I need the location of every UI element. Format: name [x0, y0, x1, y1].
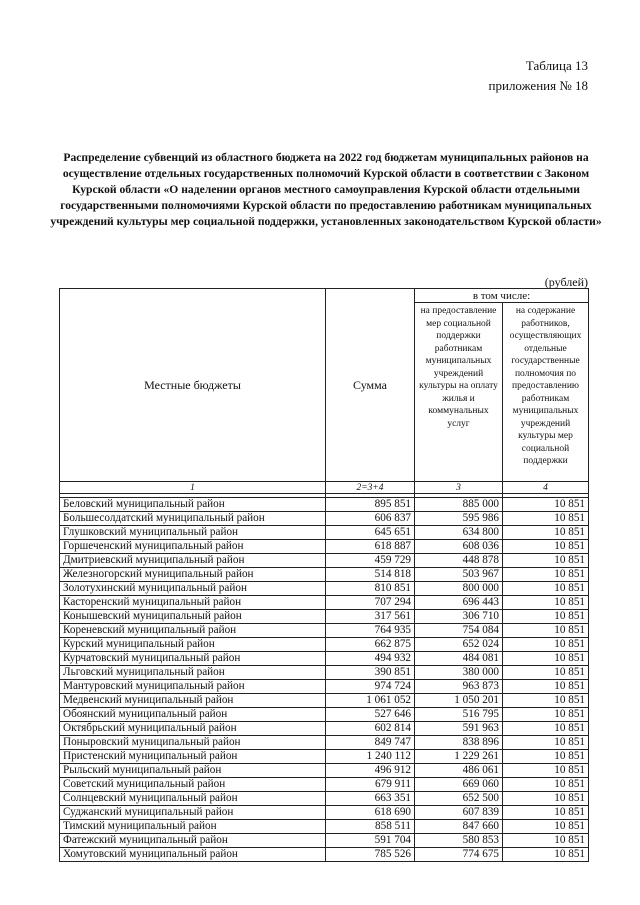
table-row — [60, 512, 589, 526]
staff-maintenance-amount: 10 851 — [503, 694, 589, 708]
total-sum: 527 646 — [326, 708, 415, 722]
social-support-amount: 608 036 — [415, 540, 503, 554]
social-support-amount: 591 963 — [415, 722, 503, 736]
district-name: Железногорский муниципальный район — [60, 568, 326, 582]
table-row — [60, 694, 589, 708]
social-support-amount: 1 229 261 — [415, 750, 503, 764]
table-row — [60, 582, 589, 596]
staff-maintenance-amount: 10 851 — [503, 666, 589, 680]
total-sum: 785 526 — [326, 848, 415, 862]
table-row — [60, 820, 589, 834]
staff-maintenance-amount: 10 851 — [503, 554, 589, 568]
district-name: Курский муниципальный район — [60, 638, 326, 652]
district-name: Беловский муниципальный район — [60, 498, 326, 512]
table-row — [60, 596, 589, 610]
district-name: Конышевский муниципальный район — [60, 610, 326, 624]
staff-maintenance-amount: 10 851 — [503, 652, 589, 666]
header-local-budgets: Местные бюджеты — [60, 289, 326, 482]
district-name: Глушковский муниципальный район — [60, 526, 326, 540]
table-row — [60, 736, 589, 750]
table-row — [60, 680, 589, 694]
total-sum: 764 935 — [326, 624, 415, 638]
units-label: (рублей) — [544, 275, 588, 289]
district-name: Рыльский муниципальный район — [60, 764, 326, 778]
district-name: Мантуровский муниципальный район — [60, 680, 326, 694]
social-support-amount: 484 081 — [415, 652, 503, 666]
total-sum: 707 294 — [326, 596, 415, 610]
staff-maintenance-amount: 10 851 — [503, 680, 589, 694]
column-number: 2=3+4 — [326, 482, 415, 494]
district-name: Льговский муниципальный район — [60, 666, 326, 680]
total-sum: 317 561 — [326, 610, 415, 624]
district-name: Тимский муниципальный район — [60, 820, 326, 834]
district-name: Солнцевский муниципальный район — [60, 792, 326, 806]
district-name: Октябрьский муниципальный район — [60, 722, 326, 736]
header-social-support: на предоставление мер социальной поддержки работникам муниципальных учреждений культуры на оплату жилья и коммунальных услуг — [415, 303, 503, 482]
total-sum: 1 240 112 — [326, 750, 415, 764]
table-row — [60, 554, 589, 568]
table-row — [60, 722, 589, 736]
social-support-amount: 754 084 — [415, 624, 503, 638]
column-number-row — [60, 482, 589, 494]
staff-maintenance-amount: 10 851 — [503, 526, 589, 540]
social-support-amount: 652 500 — [415, 792, 503, 806]
staff-maintenance-amount: 10 851 — [503, 806, 589, 820]
district-name: Поныровский муниципальный район — [60, 736, 326, 750]
total-sum: 810 851 — [326, 582, 415, 596]
total-sum: 606 837 — [326, 512, 415, 526]
social-support-amount: 838 896 — [415, 736, 503, 750]
staff-maintenance-amount: 10 851 — [503, 582, 589, 596]
table-row — [60, 778, 589, 792]
social-support-amount: 669 060 — [415, 778, 503, 792]
district-name: Горшеченский муниципальный район — [60, 540, 326, 554]
district-name: Суджанский муниципальный район — [60, 806, 326, 820]
staff-maintenance-amount: 10 851 — [503, 764, 589, 778]
total-sum: 514 818 — [326, 568, 415, 582]
header-sum: Сумма — [326, 289, 415, 482]
staff-maintenance-amount: 10 851 — [503, 848, 589, 862]
district-name: Хомутовский муниципальный район — [60, 848, 326, 862]
staff-maintenance-amount: 10 851 — [503, 568, 589, 582]
district-name: Обоянский муниципальный район — [60, 708, 326, 722]
table-row — [60, 652, 589, 666]
staff-maintenance-amount: 10 851 — [503, 498, 589, 512]
district-name: Кореневский муниципальный район — [60, 624, 326, 638]
social-support-amount: 595 986 — [415, 512, 503, 526]
total-sum: 459 729 — [326, 554, 415, 568]
total-sum: 602 814 — [326, 722, 415, 736]
table-row — [60, 610, 589, 624]
appendix-number: приложения № 18 — [488, 78, 588, 93]
table-row — [60, 834, 589, 848]
staff-maintenance-amount: 10 851 — [503, 638, 589, 652]
column-number: 1 — [60, 482, 326, 494]
staff-maintenance-amount: 10 851 — [503, 708, 589, 722]
table-number: Таблица 13 — [525, 58, 588, 73]
table-row — [60, 624, 589, 638]
total-sum: 858 511 — [326, 820, 415, 834]
staff-maintenance-amount: 10 851 — [503, 610, 589, 624]
staff-maintenance-amount: 10 851 — [503, 750, 589, 764]
header-including: в том числе: — [415, 289, 589, 303]
total-sum: 496 912 — [326, 764, 415, 778]
social-support-amount: 885 000 — [415, 498, 503, 512]
total-sum: 1 061 052 — [326, 694, 415, 708]
total-sum: 494 932 — [326, 652, 415, 666]
staff-maintenance-amount: 10 851 — [503, 624, 589, 638]
social-support-amount: 800 000 — [415, 582, 503, 596]
total-sum: 662 875 — [326, 638, 415, 652]
total-sum: 679 911 — [326, 778, 415, 792]
staff-maintenance-amount: 10 851 — [503, 736, 589, 750]
staff-maintenance-amount: 10 851 — [503, 722, 589, 736]
table-row — [60, 750, 589, 764]
staff-maintenance-amount: 10 851 — [503, 792, 589, 806]
staff-maintenance-amount: 10 851 — [503, 834, 589, 848]
district-name: Пристенский муниципальный район — [60, 750, 326, 764]
staff-maintenance-amount: 10 851 — [503, 540, 589, 554]
social-support-amount: 516 795 — [415, 708, 503, 722]
district-name: Фатежский муниципальный район — [60, 834, 326, 848]
table-row — [60, 764, 589, 778]
social-support-amount: 486 061 — [415, 764, 503, 778]
social-support-amount: 380 000 — [415, 666, 503, 680]
total-sum: 645 651 — [326, 526, 415, 540]
total-sum: 663 351 — [326, 792, 415, 806]
column-number: 3 — [415, 482, 503, 494]
social-support-amount: 448 878 — [415, 554, 503, 568]
table-row — [60, 666, 589, 680]
table-row — [60, 568, 589, 582]
table-row — [60, 806, 589, 820]
social-support-amount: 847 660 — [415, 820, 503, 834]
district-name: Медвенский муниципальный район — [60, 694, 326, 708]
table-row — [60, 708, 589, 722]
table-row — [60, 498, 589, 512]
social-support-amount: 580 853 — [415, 834, 503, 848]
table-row — [60, 848, 589, 862]
total-sum: 618 690 — [326, 806, 415, 820]
social-support-amount: 1 050 201 — [415, 694, 503, 708]
table-row — [60, 792, 589, 806]
subsidy-table — [59, 288, 589, 862]
table-body — [60, 498, 589, 862]
district-name: Советский муниципальный район — [60, 778, 326, 792]
total-sum: 895 851 — [326, 498, 415, 512]
total-sum: 618 887 — [326, 540, 415, 554]
header-staff-maintenance: на содержание работников, осуществляющих отдельные государственные полномочия по предоставлению работникам муниципальных учреждений культуры мер социальной поддержки — [503, 303, 589, 482]
district-name: Курчатовский муниципальный район — [60, 652, 326, 666]
district-name: Большесолдатский муниципальный район — [60, 512, 326, 526]
district-name: Золотухинский муниципальный район — [60, 582, 326, 596]
social-support-amount: 503 967 — [415, 568, 503, 582]
district-name: Дмитриевский муниципальный район — [60, 554, 326, 568]
district-name: Касторенский муниципальный район — [60, 596, 326, 610]
social-support-amount: 774 675 — [415, 848, 503, 862]
table-row — [60, 526, 589, 540]
document-title: Распределение субвенций из областного бюджета на 2022 год бюджетам муниципальных районов на осуществление отдельных государственных полномочий Курской области в соответствии с Законом Курской области «О наделении органов местного самоуправления Курской области отдельными государственными полномочиями Курской области по предоставлению работникам муниципальных учреждений культуры мер социальной поддержки, установленных законодательством Курской области» — [50, 151, 602, 228]
total-sum: 390 851 — [326, 666, 415, 680]
staff-maintenance-amount: 10 851 — [503, 512, 589, 526]
social-support-amount: 652 024 — [415, 638, 503, 652]
staff-maintenance-amount: 10 851 — [503, 778, 589, 792]
table-row — [60, 638, 589, 652]
table-row — [60, 540, 589, 554]
social-support-amount: 607 839 — [415, 806, 503, 820]
social-support-amount: 696 443 — [415, 596, 503, 610]
social-support-amount: 963 873 — [415, 680, 503, 694]
column-number: 4 — [503, 482, 589, 494]
social-support-amount: 634 800 — [415, 526, 503, 540]
total-sum: 974 724 — [326, 680, 415, 694]
total-sum: 591 704 — [326, 834, 415, 848]
staff-maintenance-amount: 10 851 — [503, 820, 589, 834]
total-sum: 849 747 — [326, 736, 415, 750]
social-support-amount: 306 710 — [415, 610, 503, 624]
staff-maintenance-amount: 10 851 — [503, 596, 589, 610]
